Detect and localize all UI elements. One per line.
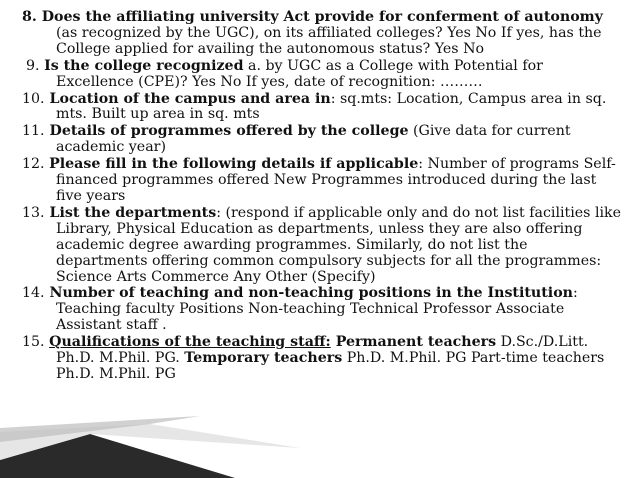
item-12-number: 12. xyxy=(22,156,45,173)
item-9-heading: Is the college recognized xyxy=(44,57,244,74)
item-13-text: : (respond if applicable only and do not list facilities like Library, Physical Education as departments, unless they are also offering academic degree awarding programmes. Similarly, do not list the departments offering common compulsory subjects for all the programmes: Science Arts Commerce Any Other (Specify) xyxy=(56,204,622,285)
decor-gray-sweep xyxy=(0,416,200,442)
item-12-text: : Number of programs Self-financed programmes offered New Programmes introduced during the last five years xyxy=(56,156,616,204)
item-13-number: 13. xyxy=(22,204,45,221)
item-9 xyxy=(22,59,622,91)
item-12-heading: Please fill in the following details if applicable xyxy=(49,156,419,173)
item-15-temporary-label: Temporary teachers xyxy=(184,350,343,367)
item-8-number: 8. xyxy=(22,9,37,25)
decor-dark-sweep xyxy=(0,434,235,478)
item-10-heading: Location of the campus and area in xyxy=(44,90,331,107)
item-10-number: 10. xyxy=(22,90,45,107)
bottom-decoration xyxy=(0,398,638,478)
item-15-temporary-text: Ph.D. M.Phil. PG Part-time teachers Ph.D. M.Phil. PG xyxy=(56,350,605,382)
item-11-heading: Details of programmes offered by the college xyxy=(44,123,409,140)
item-9-number: 9. xyxy=(26,57,40,74)
item-15-number: 15. xyxy=(22,334,45,351)
item-8 xyxy=(22,10,622,58)
item-8-heading: Does the affiliating university Act provide for conferment of autonomy xyxy=(36,9,603,25)
item-10 xyxy=(22,92,622,124)
item-10-text: : sq.mts: Location, Campus area in sq. mts. Built up area in sq. mts xyxy=(56,90,607,123)
item-14-text: : Teaching faculty Positions Non-teaching Technical Professor Associate Assistant staff . xyxy=(56,285,578,334)
item-9-text: a. by UGC as a College with Potential for Excellence (CPE)? Yes No If yes, date of recognition: ……… xyxy=(56,57,543,90)
item-12 xyxy=(22,157,622,205)
item-11 xyxy=(22,124,622,156)
item-15-permanent-label: Permanent teachers xyxy=(330,334,497,351)
item-11-number: 11. xyxy=(22,123,45,140)
item-14 xyxy=(22,286,622,334)
item-14-heading: Number of teaching and non-teaching positions in the Institution xyxy=(44,285,573,302)
item-13-heading: List the departments xyxy=(44,204,217,221)
decor-light-sweep xyxy=(0,424,300,460)
item-15-permanent-text: D.Sc./D.Litt. Ph.D. M.Phil. PG. xyxy=(56,334,589,367)
item-15-heading: Qualifications of the teaching staff: xyxy=(49,334,331,351)
item-15 xyxy=(22,335,622,383)
item-11-text: (Give data for current academic year) xyxy=(56,123,571,156)
item-8-text: (as recognized by the UGC), on its affiliated colleges? Yes No If yes, has the College applied for availing the autonomous status? Yes No xyxy=(56,24,602,57)
item-14-number: 14. xyxy=(22,285,45,302)
item-13 xyxy=(22,206,622,286)
document-body xyxy=(22,10,622,384)
